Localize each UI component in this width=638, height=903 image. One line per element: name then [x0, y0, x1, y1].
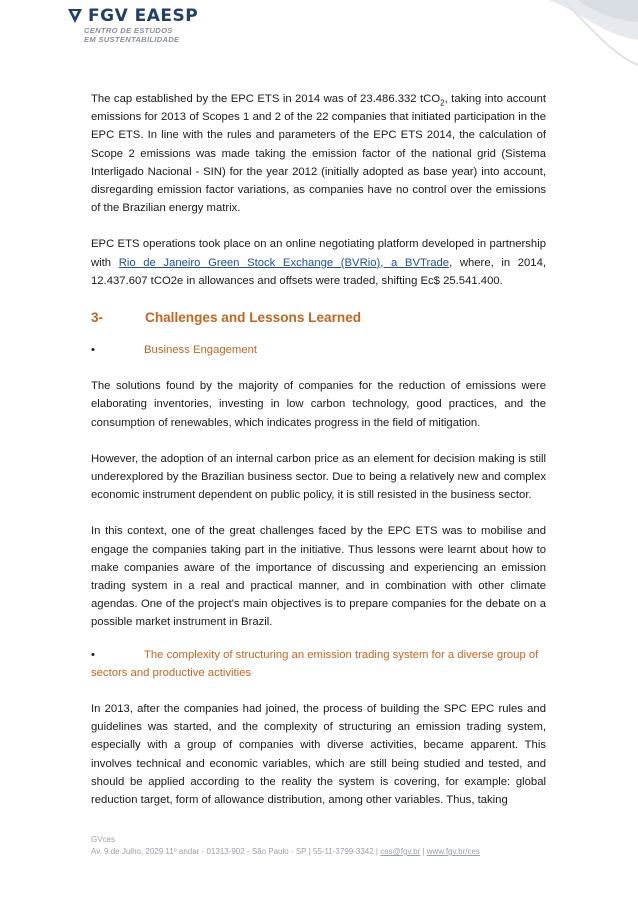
document-body — [91, 90, 546, 809]
bullet-icon: • — [91, 648, 95, 661]
paragraph-carbon-price: However, the adoption of an internal carbon price as an element for decision making is still underexplored by the Brazilian business sector. Due to being a relatively new and complex economic instrument dependent on public policy, it is still resisted in the business sector. — [91, 452, 546, 502]
section-heading: 3- Challenges and Lessons Learned — [91, 310, 362, 326]
bvrio-link[interactable]: Rio de Janeiro Green Stock Exchange (BVRio), a BVTrade — [118, 256, 450, 269]
footer-contact: Av. 9 de Julho, 2029 11º andar - 01313-902 - São Paulo - SP | 55-11-3799-3342 | ces@fgv.br | www.fgv.br/ces — [91, 847, 480, 856]
header-decoration — [508, 0, 638, 75]
bullet-icon: • — [91, 344, 95, 357]
paragraph-challenges: In this context, one of the great challenges faced by the EPC ETS was to mobilise and engage the companies taking part in the initiative. Thus lessons were learnt about how to make companies aware of the importance of discussing and experiencing an emission trading system in a real and practical manner, and in combination with other climate agendas. One of the project's main objectives is to prepare companies for the debate on a possible market instrument in Brazil. — [91, 525, 546, 629]
fgv-logo — [68, 6, 198, 44]
paragraph-operations: EPC ETS operations took place on an online negotiating platform developed in partnership with Rio de Janeiro Green Stock Exchange (BVRio), a BVTrade, where, in 2014, 12.437.607 tCO2e in allowances and offsets were traded, shifting Ec$ 25.541.400. — [91, 238, 547, 287]
page-footer — [91, 834, 480, 858]
bullet-complexity: • The complexity of structuring an emission trading system for a diverse group of sectors and productive activities — [91, 646, 546, 682]
paragraph-cap: The cap established by the EPC ETS in 2014 was of 23.486.332 tCO$_2$, taking into account emissions for 2013 of Scopes 1 and 2 of the 22 companies that initiated participation in the EPC ETS. In line with the rules and parameters of the EPC ETS 2014, the calculation of Scope 2 emissions was made taking the emission factor of the national grid (Sistema Interligado Nacional - SIN) for the year 2012 (initially adopted as base year) into account, disregarding emission factor variations, as companies have no control over the emissions of the Brazilian energy matrix. — [91, 93, 547, 215]
logo-subtitle-1: CENTRO DE ESTUDOS — [84, 26, 173, 35]
logo-title: FGV EAESP — [88, 6, 199, 26]
bullet-business-engagement: • Business Engagement — [91, 341, 546, 359]
footer-website-link[interactable]: www.fgv.br/ces — [426, 847, 480, 856]
footer-org: GVces — [91, 835, 116, 844]
paragraph-solutions: The solutions found by the majority of companies for the reduction of emissions were elaborating inventories, investing in low carbon technology, good practices, and the consumption of renewables, which indicates progress in the field of mitigation. — [91, 380, 546, 429]
fgv-mark-icon — [68, 9, 82, 23]
paragraph-rules: In 2013, after the companies had joined, the process of building the SPC EPC rules and guidelines was started, and the complexity of structuring an emission trading system, especially with a group of companies with diverse activities, became apparent. This involves technical and economic variables, which are still being studied and tested, and should be applied according to the reality the system is covering, for example: global reduction target, form of allowance distribution, among other variables. Thus, taking — [91, 703, 546, 807]
footer-email-link[interactable]: ces@fgv.br — [380, 847, 421, 856]
logo-subtitle-2: EM SUSTENTABILIDADE — [84, 35, 180, 44]
